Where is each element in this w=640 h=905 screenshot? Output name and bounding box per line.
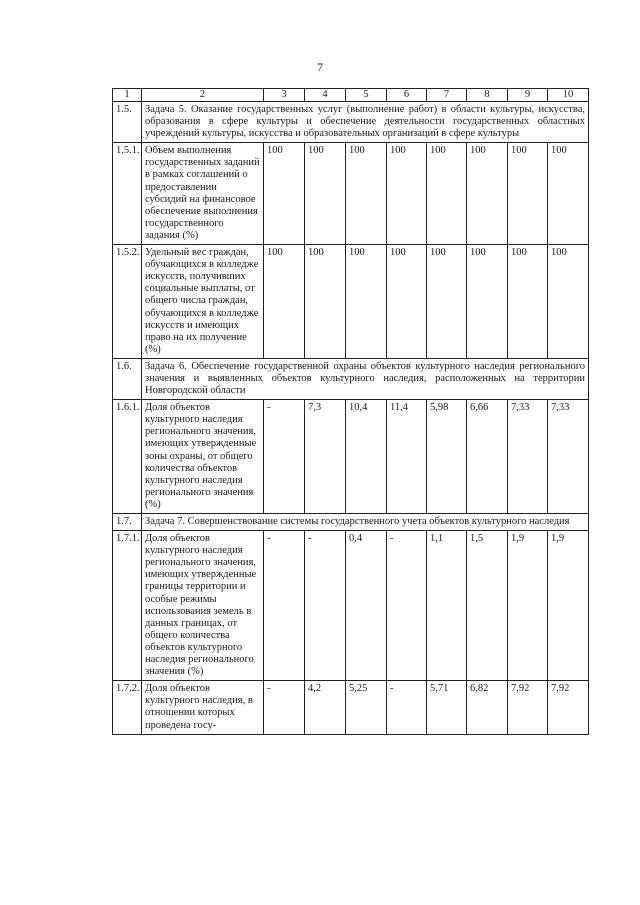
value-cell: - [264,681,305,734]
column-header: 3 [264,89,305,102]
value-cell: 100 [387,245,427,359]
row-number: 1.7.2. [113,681,142,734]
row-number: 1.6.1. [113,400,142,514]
row-number: 1.5. [113,102,142,143]
row-number: 1.7. [113,514,142,531]
column-header: 9 [508,89,548,102]
row-number: 1.5.2. [113,245,142,359]
indicator-row [113,681,589,734]
value-cell: 4,2 [305,681,346,734]
value-cell: - [305,531,346,681]
value-cell: 11,4 [387,400,427,514]
value-cell: 6,66 [467,400,508,514]
value-cell: 1,9 [548,531,589,681]
column-header: 5 [346,89,387,102]
column-header: 2 [142,89,264,102]
indicator-row [113,143,589,245]
page-number: 7 [317,60,323,74]
task-text: Задача 7. Совершенствование системы государственного учета объектов культурного наследия [142,514,589,531]
column-header: 6 [387,89,427,102]
value-cell: 0,4 [346,531,387,681]
value-cell: - [387,531,427,681]
value-cell: 100 [305,143,346,245]
column-header: 7 [427,89,467,102]
value-cell: 100 [427,245,467,359]
indicator-row [113,245,589,359]
indicators-table [112,88,589,735]
value-cell: 100 [467,143,508,245]
value-cell: 100 [305,245,346,359]
value-cell: - [387,681,427,734]
indicator-name: Доля объектов культурного наследия регионального значения, имеющих утвержденные границы территории и особые режимы использования земель в данных границах, от общего количества объектов культурного наследия регионального значения (%) [142,531,264,681]
value-cell: 100 [264,245,305,359]
task-row [113,358,589,399]
row-number: 1.6. [113,358,142,399]
value-cell: 10,4 [346,400,387,514]
indicator-name: Доля объектов культурного наследия, в отношении которых проведена госу- [142,681,264,734]
value-cell: 5,71 [427,681,467,734]
value-cell: 100 [346,245,387,359]
task-row [113,102,589,143]
task-text: Задача 5. Оказание государственных услуг (выполнение работ) в области культуры, искусства, образования в сфере культуры и обеспечение деятельности государственных областных учреждений культуры, искусства и образовательных организаций в сфере культуры [142,102,589,143]
value-cell: 7,92 [548,681,589,734]
value-cell: 100 [508,143,548,245]
value-cell: 7,3 [305,400,346,514]
value-cell: 1,1 [427,531,467,681]
row-number: 1.7.1. [113,531,142,681]
indicator-name: Объем выполнения государственных заданий в рамках соглашений о предоставлении субсидий на финансовое обеспечение выполнения государственного задания (%) [142,143,264,245]
task-row [113,514,589,531]
value-cell: 100 [508,245,548,359]
value-cell: 1,5 [467,531,508,681]
value-cell: 100 [387,143,427,245]
value-cell: 100 [467,245,508,359]
value-cell: 6,82 [467,681,508,734]
value-cell: 100 [346,143,387,245]
value-cell: 100 [264,143,305,245]
value-cell: 5,98 [427,400,467,514]
column-header: 1 [113,89,142,102]
value-cell: - [264,531,305,681]
indicator-row [113,400,589,514]
value-cell: - [264,400,305,514]
indicator-name: Удельный вес граждан, обучающихся в колледже искусств, получивших социальные выплаты, от общего числа граждан, обучающихся в колледже искусств и имеющих право на их получение (%) [142,245,264,359]
column-header: 4 [305,89,346,102]
value-cell: 7,92 [508,681,548,734]
value-cell: 100 [548,143,589,245]
value-cell: 1,9 [508,531,548,681]
value-cell: 100 [427,143,467,245]
indicator-name: Доля объектов культурного наследия регионального значения, имеющих утвержденные зоны охраны, от общего количества объектов культурного наследия регионального значения (%) [142,400,264,514]
column-number-row [113,89,589,102]
value-cell: 5,25 [346,681,387,734]
value-cell: 7,33 [508,400,548,514]
value-cell: 7,33 [548,400,589,514]
task-text: Задача 6. Обеспечение государственной охраны объектов культурного наследия регионального значения и выявленных объектов культурного наследия, расположенных на территории Новгородской области [142,358,589,399]
column-header: 8 [467,89,508,102]
indicator-row [113,531,589,681]
value-cell: 100 [548,245,589,359]
row-number: 1.5.1. [113,143,142,245]
column-header: 10 [548,89,589,102]
